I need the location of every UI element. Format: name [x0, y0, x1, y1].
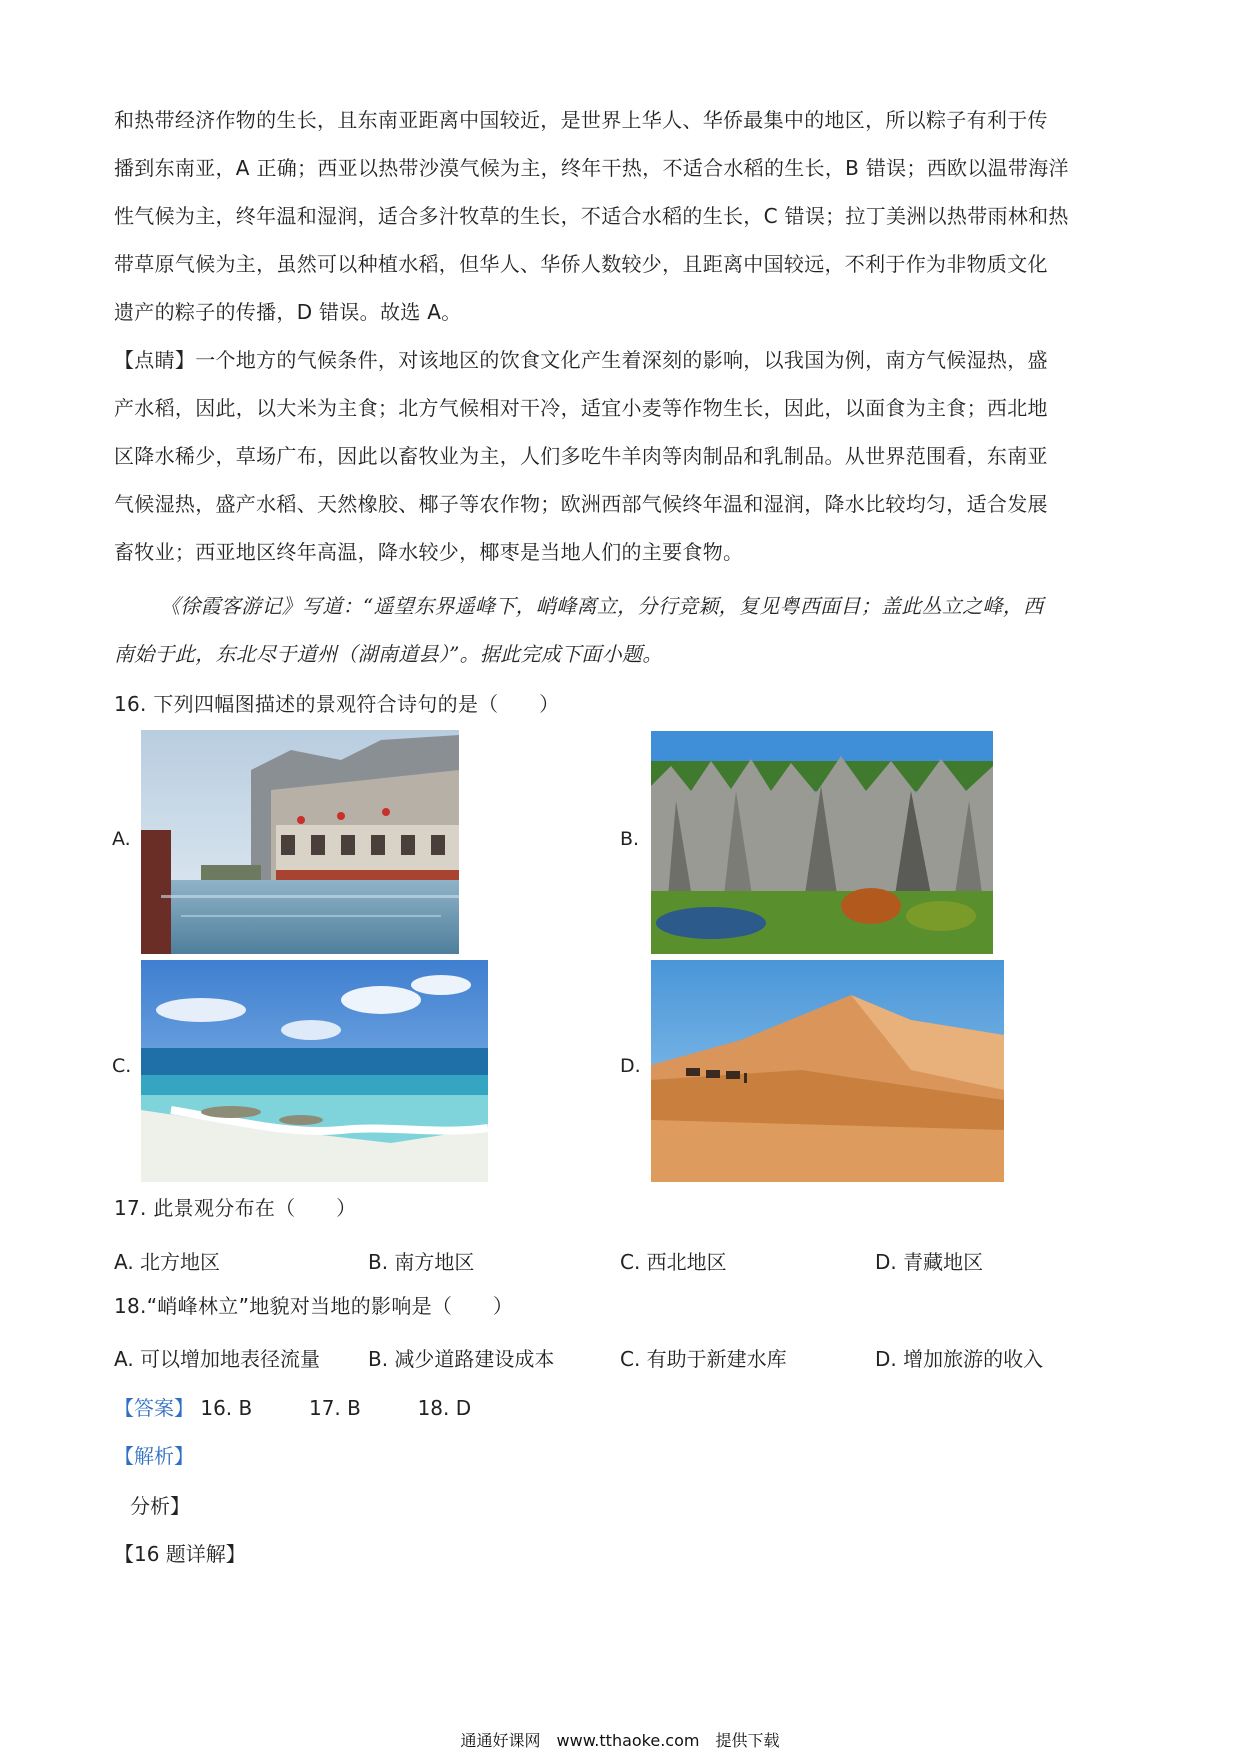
commentary-line: 畜牧业；西亚地区终年高温，降水较少，椰枣是当地人们的主要食物。: [114, 540, 744, 564]
paragraph-line: 遗产的粽子的传播，D 错误。故选 A。: [114, 300, 462, 324]
question-17-stem: 17. 此景观分布在（ ）: [114, 1196, 357, 1220]
desert-photo: [651, 960, 1004, 1182]
detail-16-heading: 【16 题详解】: [114, 1542, 246, 1566]
answer-16: 16. B: [200, 1396, 253, 1420]
stone-forest-photo: [651, 731, 993, 954]
q18-option-b: B. 减少道路建设成本: [368, 1347, 555, 1371]
paragraph-line: 播到东南亚，A 正确；西亚以热带沙漠气候为主，终年干热，不适合水稻的生长，B 错误；西欧以温带海洋: [114, 156, 1069, 180]
paragraph-line: 和热带经济作物的生长，且东南亚距离中国较近，是世界上华人、华侨最集中的地区，所以粽子有利于传: [114, 108, 1048, 132]
commentary-line: 气候湿热，盛产水稻、天然橡胶、椰子等农作物；欧洲西部气候终年温和湿润，降水比较均匀，适合发展: [114, 492, 1048, 516]
answer-label: 【答案】: [114, 1396, 194, 1420]
q17-option-b: B. 南方地区: [368, 1250, 475, 1274]
page-footer: 通通好课网 www.tthaoke.com 提供下载: [460, 1731, 780, 1750]
source-quote: 南始于此，东北尽于道州（湖南道县）”。据此完成下面小题。: [114, 642, 663, 666]
q18-option-c: C. 有助于新建水库: [620, 1347, 787, 1371]
answer-17: 17. B: [308, 1396, 361, 1420]
commentary-line: 产水稻，因此，以大米为主食；北方气候相对干冷，适宜小麦等作物生长，因此，以面食为主食；西北地: [114, 396, 1048, 420]
option-a-label: A.: [112, 828, 131, 850]
analysis-label: 【解析】: [114, 1444, 194, 1468]
analysis-sub: 分析】: [130, 1494, 190, 1518]
option-d-label: D.: [620, 1055, 641, 1077]
option-c-label: C.: [112, 1055, 132, 1077]
answer-18: 18. D: [417, 1396, 472, 1420]
q18-option-a: A. 可以增加地表径流量: [114, 1347, 321, 1371]
question-18-stem: 18.“峭峰林立”地貌对当地的影响是（ ）: [114, 1294, 514, 1318]
water-town-photo: [141, 730, 459, 954]
q17-option-a: A. 北方地区: [114, 1250, 221, 1274]
question-16-stem: 16. 下列四幅图描述的景观符合诗句的是（ ）: [114, 692, 560, 716]
beach-photo: [141, 960, 488, 1182]
paragraph-line: 性气候为主，终年温和湿润，适合多汁牧草的生长，不适合水稻的生长，C 错误；拉丁美洲以热带雨林和热: [114, 204, 1069, 228]
q17-option-d: D. 青藏地区: [875, 1250, 984, 1274]
q18-option-d: D. 增加旅游的收入: [875, 1347, 1044, 1371]
answer-row: [114, 1392, 471, 1421]
option-b-label: B.: [620, 828, 640, 850]
paragraph-line: 带草原气候为主，虽然可以种植水稻，但华人、华侨人数较少，且距离中国较远，不利于作为非物质文化: [114, 252, 1048, 276]
q17-option-c: C. 西北地区: [620, 1250, 727, 1274]
commentary-line: 【点睛】一个地方的气候条件，对该地区的饮食文化产生着深刻的影响，以我国为例，南方气候湿热，盛: [114, 348, 1048, 372]
source-quote: 《徐霞客游记》写道：“遥望东界遥峰下，峭峰离立，分行竞颖，复见粤西面目；盖此丛立之峰，西: [160, 594, 1044, 618]
commentary-line: 区降水稀少，草场广布，因此以畜牧业为主，人们多吃牛羊肉等肉制品和乳制品。从世界范围看，东南亚: [114, 444, 1048, 468]
